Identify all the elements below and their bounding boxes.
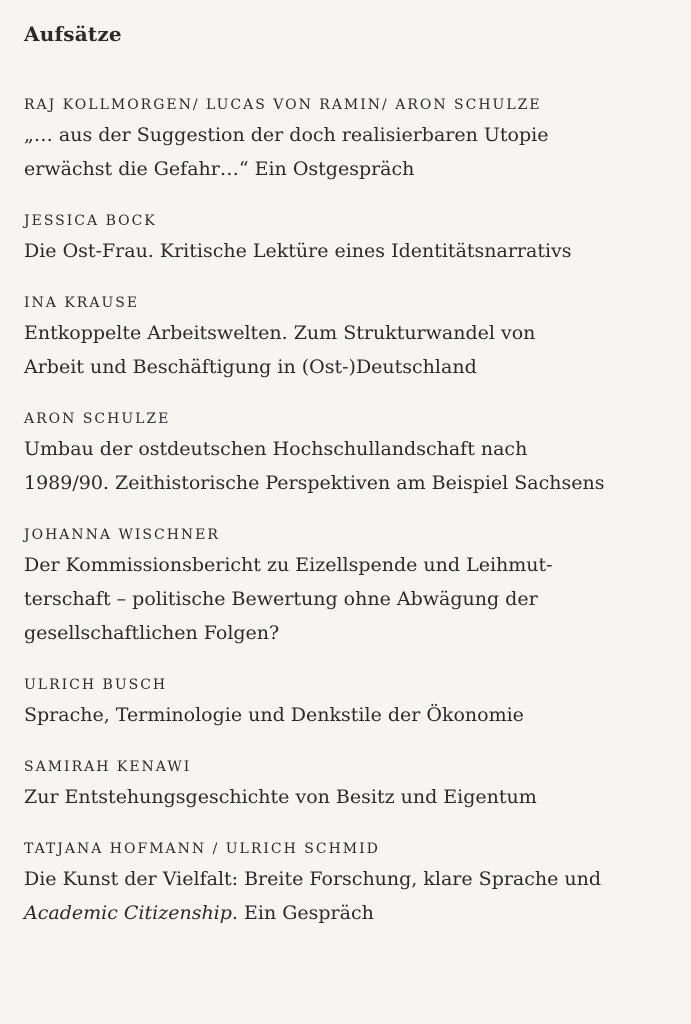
table-of-contents — [24, 22, 664, 954]
entry-title-line: 1989/90. Zeithistorische Perspektiven am Beispiel Sachsens — [24, 472, 605, 494]
entry-authors: ARON SCHULZE — [24, 411, 171, 427]
entry-title-line: Die Kunst der Vielfalt: Breite Forschung, klare Sprache und — [24, 868, 602, 890]
entry-title-line: Arbeit und Beschäftigung in (Ost-)Deutschland — [24, 356, 477, 378]
entry-authors: ULRICH BUSCH — [24, 677, 168, 693]
entry-title-line: Umbau der ostdeutschen Hochschullandschaft nach — [24, 438, 528, 460]
entry-authors: JESSICA BOCK — [24, 213, 157, 229]
toc-entry — [24, 756, 664, 814]
entry-authors: TATJANA HOFMANN / ULRICH SCHMID — [24, 841, 380, 857]
section-heading: Aufsätze — [24, 22, 122, 46]
entry-title-line: „… aus der Suggestion der doch realisierbaren Utopie — [24, 124, 549, 146]
entry-title — [24, 862, 664, 930]
entry-title — [24, 780, 664, 814]
entry-title-italic: Academic Citizenship — [24, 902, 232, 924]
entry-authors: INA KRAUSE — [24, 295, 140, 311]
entry-title — [24, 548, 664, 650]
entry-title — [24, 118, 664, 186]
entry-title-line: Der Kommissionsbericht zu Eizellspende und Leihmut- — [24, 554, 553, 576]
entry-title-line — [24, 896, 664, 930]
entry-title-line: Die Ost-Frau. Kritische Lektüre eines Identitätsnarrativs — [24, 240, 572, 262]
toc-entry — [24, 94, 664, 186]
toc-entry — [24, 674, 664, 732]
entry-title — [24, 432, 664, 500]
entry-title-line: Entkoppelte Arbeitswelten. Zum Strukturwandel von — [24, 322, 536, 344]
entry-title — [24, 698, 664, 732]
entry-title — [24, 316, 664, 384]
entry-title-line: terschaft – politische Bewertung ohne Abwägung der — [24, 588, 538, 610]
toc-entry — [24, 524, 664, 650]
entry-authors: SAMIRAH KENAWI — [24, 759, 192, 775]
toc-entry — [24, 838, 664, 930]
entry-title-line: Zur Entstehungsgeschichte von Besitz und Eigentum — [24, 786, 537, 808]
entry-title-line: erwächst die Gefahr…“ Ein Ostgespräch — [24, 158, 415, 180]
entry-title-line: gesellschaftlichen Folgen? — [24, 622, 280, 644]
entry-title-rest: . Ein Gespräch — [231, 902, 374, 924]
entry-authors: JOHANNA WISCHNER — [24, 527, 220, 543]
toc-entry — [24, 292, 664, 384]
entry-title — [24, 234, 664, 268]
entry-title-line: Sprache, Terminologie und Denkstile der Ökonomie — [24, 704, 524, 726]
entry-authors: RAJ KOLLMORGEN/ LUCAS VON RAMIN/ ARON SCHULZE — [24, 97, 542, 113]
toc-entry — [24, 210, 664, 268]
toc-entry — [24, 408, 664, 500]
